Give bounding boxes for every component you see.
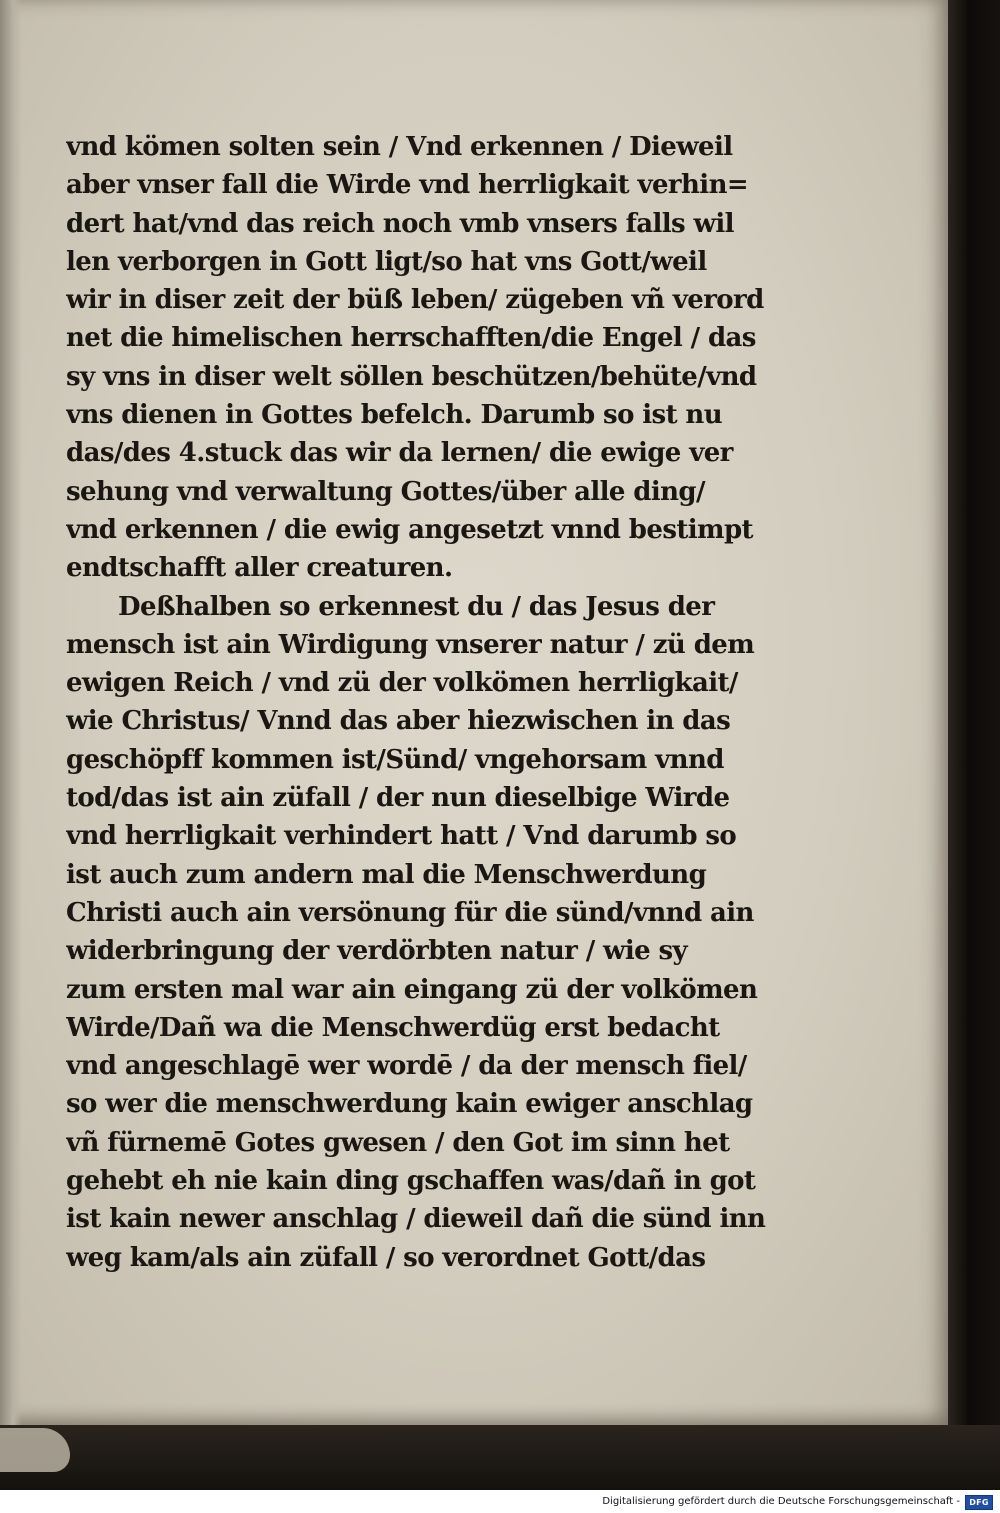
text-line: net die himelischen herrschafften/die Engel / das bbox=[66, 323, 756, 354]
text-line: ewigen Reich / vnd zü der volkömen herrligkait/ bbox=[66, 668, 738, 699]
text-line: vnd kömen solten sein / Vnd erkennen / Dieweil bbox=[66, 132, 733, 162]
book-bottom-edge bbox=[0, 1425, 1000, 1490]
dfg-logo: DFG bbox=[965, 1495, 993, 1510]
torn-page-fragment bbox=[0, 1428, 70, 1472]
page-binding-shadow bbox=[0, 0, 22, 1425]
book-edge-right bbox=[948, 0, 1000, 1490]
text-line: aber vnser fall die Wirde vnd herrligkait verhin= bbox=[66, 170, 749, 201]
text-line: sy vns in diser welt söllen beschützen/behüte/vnd bbox=[66, 361, 757, 392]
text-line: widerbringung der verdörbten natur / wie sy bbox=[66, 936, 688, 967]
text-line: vnd herrligkait verhindert hatt / Vnd darumb so bbox=[66, 821, 737, 852]
text-line: dert hat/vnd das reich noch vmb vnsers falls wil bbox=[66, 208, 734, 239]
text-line: gehebt eh nie kain ding gschaffen was/dañ in got bbox=[66, 1166, 756, 1197]
text-line: sehung vnd verwaltung Gottes/über alle ding/ bbox=[66, 476, 705, 507]
text-line: das/des 4.stuck das wir da lernen/ die ewige ver bbox=[66, 438, 733, 469]
text-line: vns dienen in Gottes befelch. Darumb so ist nu bbox=[66, 400, 723, 431]
text-line: vnd erkennen / die ewig angesetzt vnnd bestimpt bbox=[66, 514, 753, 545]
text-line: len verborgen in Gott ligt/so hat vns Gott/weil bbox=[66, 246, 707, 277]
text-line: wir in diser zeit der büß leben/ zügeben vñ verord bbox=[66, 285, 764, 316]
text-line: Wirde/Dañ wa die Menschwerdüg erst bedacht bbox=[66, 1012, 720, 1043]
text-line: wie Christus/ Vnnd das aber hiezwischen in das bbox=[66, 706, 731, 737]
text-line: ist kain newer anschlag / dieweil dañ die sünd inn bbox=[66, 1204, 766, 1235]
digitization-credit: Digitalisierung gefördert durch die Deutsche Forschungsgemeinschaft - bbox=[602, 1496, 960, 1507]
text-line: so wer die menschwerdung kain ewiger anschlag bbox=[66, 1089, 753, 1120]
paragraph-start-line: Deßhalben so erkennest du / das Jesus der bbox=[118, 591, 715, 622]
text-line: Christi auch ain versönung für die sünd/vnnd ain bbox=[66, 897, 754, 928]
text-line: mensch ist ain Wirdigung vnserer natur / zü dem bbox=[66, 629, 755, 660]
text-line: tod/das ist ain züfall / der nun dieselbige Wirde bbox=[66, 783, 730, 814]
text-line: vñ fürnemē Gotes gwesen / den Got im sinn het bbox=[66, 1127, 730, 1158]
text-line: endtschafft aller creaturen. bbox=[66, 553, 453, 584]
text-line: vnd angeschlagē wer wordē / da der mensch fiel/ bbox=[66, 1051, 747, 1082]
text-line: geschöpff kommen ist/Sünd/ vngehorsam vnnd bbox=[66, 744, 724, 775]
text-line: zum ersten mal war ain eingang zü der volkömen bbox=[66, 974, 758, 1005]
page-text-block bbox=[66, 128, 786, 1277]
text-line: ist auch zum andern mal die Menschwerdung bbox=[66, 859, 707, 890]
text-line: weg kam/als ain züfall / so verordnet Gott/das bbox=[66, 1242, 706, 1273]
